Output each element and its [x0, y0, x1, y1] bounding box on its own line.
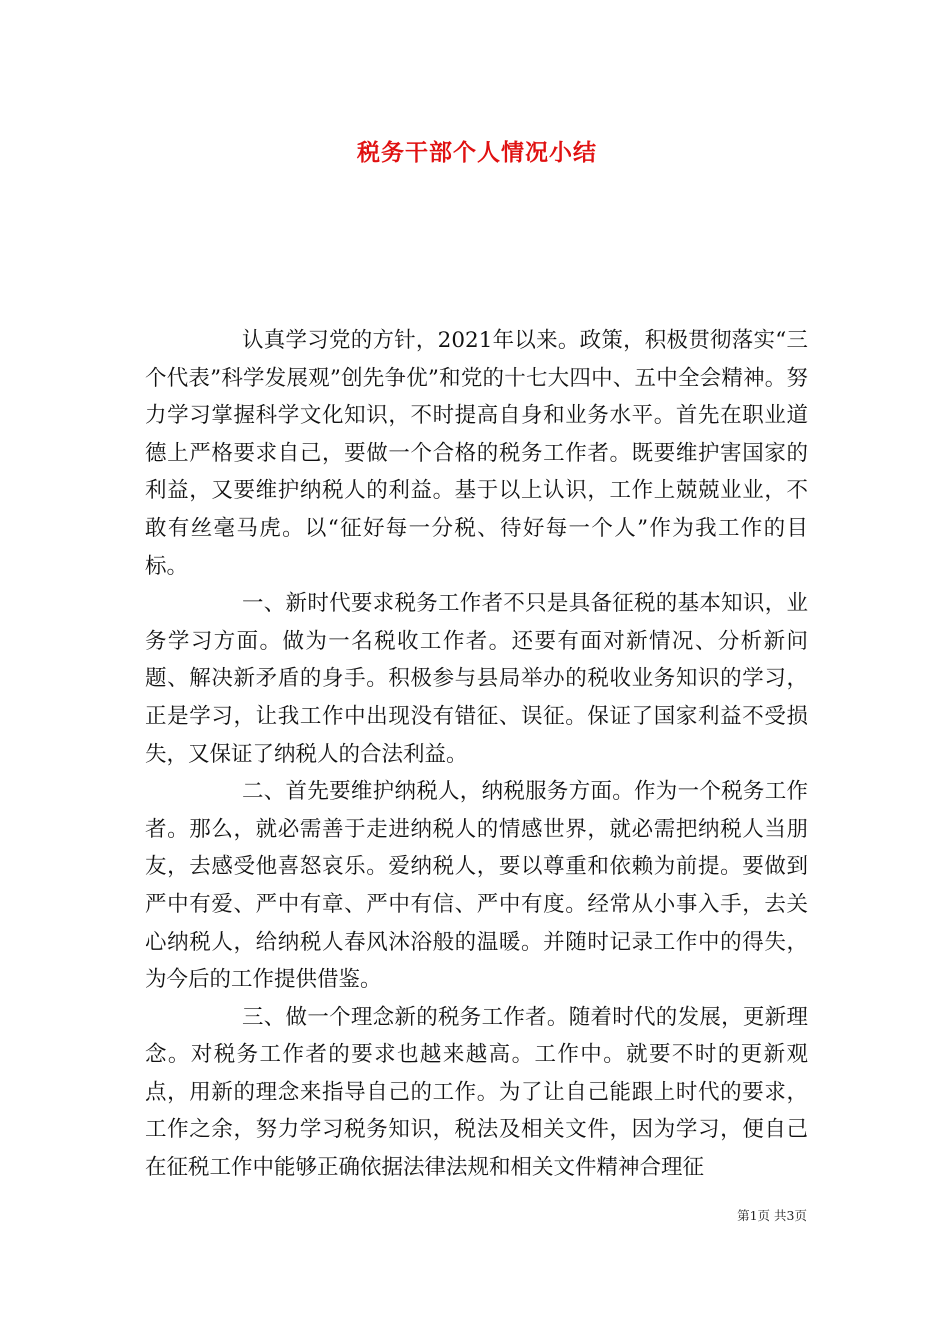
document-title: 税务干部个人情况小结 — [357, 139, 597, 166]
paragraph-taxpayer-service: 二、首先要维护纳税人，纳税服务方面。作为一个税务工作者。那么，就必需善于走进纳税人的情感世界，就必需把纳税人当朋友，去感受他喜怒哀乐。爱纳税人，要以尊重和依赖为前提。要做到严中有爱、严中有章、严中有信、严中有度。经常从小事入手，去关心纳税人，给纳税人春风沐浴般的温暖。并随时记录工作中的得失，为今后的工作提供借鉴。 — [145, 779, 808, 993]
paragraph-business-study: 一、新时代要求税务工作者不只是具备征税的基本知识，业务学习方面。做为一名税收工作者。还要有面对新情况、分析新问题、解决新矛盾的身手。积极参与县局举办的税收业务知识的学习，正是学习，让我工作中出现没有错征、误征。保证了国家利益不受损失，又保证了纳税人的合法利益。 — [145, 591, 808, 767]
paragraph-intro: 认真学习党的方针，2021年以来。政策，积极贯彻落实“三个代表”科学发展观”创先争优”和党的十七大四中、五中全会精神。努力学习掌握科学文化知识，不时提高自身和业务水平。首先在职业道德上严格要求自己，要做一个合格的税务工作者。既要维护害国家的利益，又要维护纳税人的利益。基于以上认识，工作上兢兢业业，不敢有丝毫马虎。以“征好每一分税、待好每一个人”作为我工作的目标。 — [145, 328, 808, 579]
document-body — [145, 322, 808, 1187]
page-number-footer: 第1页 共3页 — [737, 1208, 807, 1223]
paragraph-new-concepts: 三、做一个理念新的税务工作者。随着时代的发展，更新理念。对税务工作者的要求也越来越高。工作中。就要不时的更新观点，用新的理念来指导自己的工作。为了让自己能跟上时代的要求，工作之余，努力学习税务知识，税法及相关文件，因为学习，便自己在征税工作中能够正确依据法律法规和相关文件精神合理征 — [145, 1004, 808, 1181]
